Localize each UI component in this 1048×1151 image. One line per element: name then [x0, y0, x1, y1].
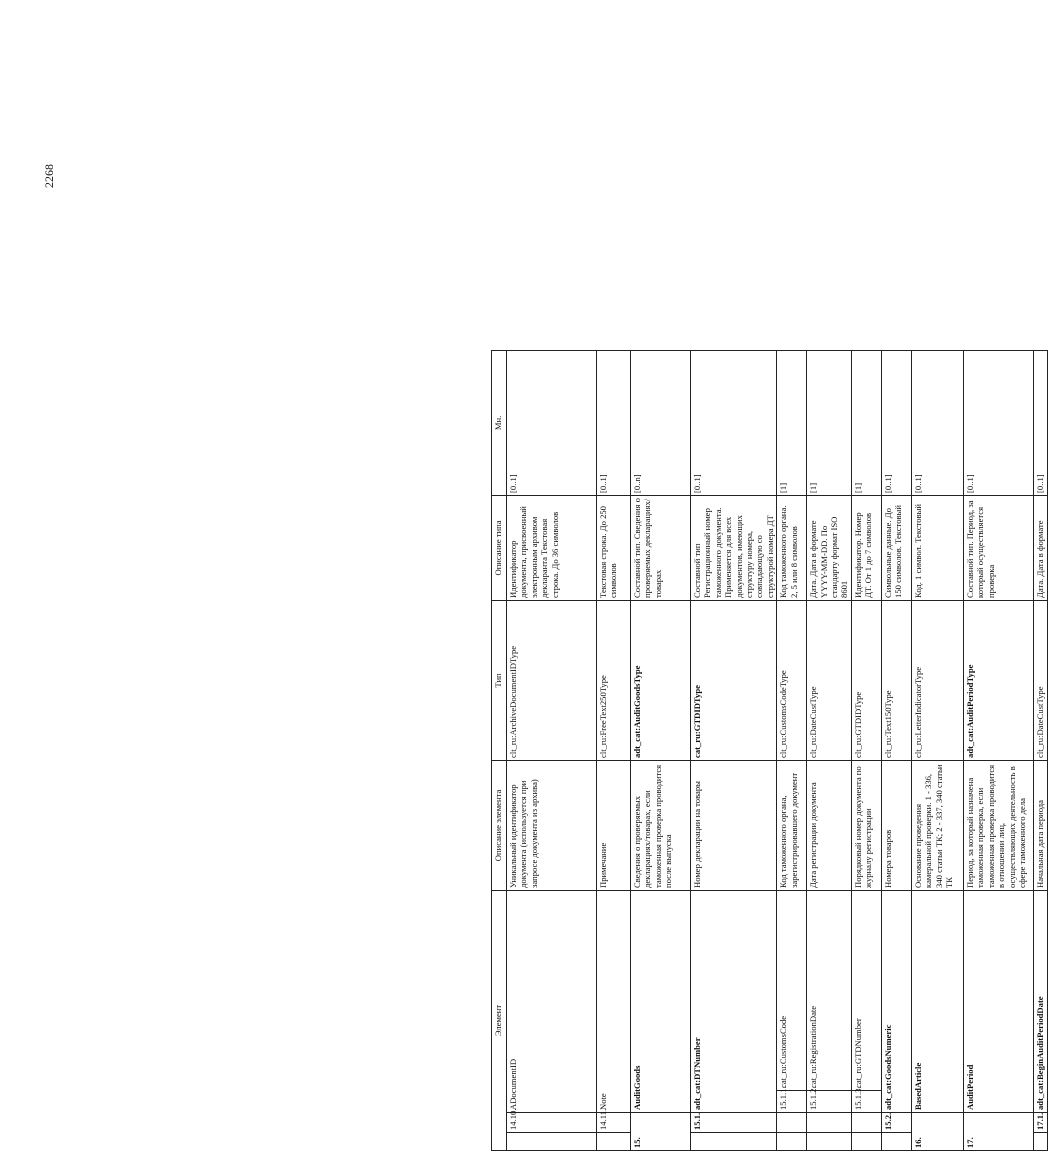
element-description: Период, за который назначена таможенная проверка, если таможенная проверка проводится в отношении лиц, осуществляющих деятельность в сфере таможенного дела [963, 760, 1033, 890]
element-description: Порядковый номер документа по журналу регистрации [851, 760, 881, 890]
multiplicity: [0..1] [691, 350, 777, 495]
row-number: 17. [963, 1113, 1033, 1151]
table-header [492, 350, 507, 1150]
multiplicity: [1] [851, 350, 881, 495]
element-name: Note [597, 890, 631, 1112]
table-row [1033, 350, 1047, 1150]
type-description: Текстовая строка. До 250 символов [597, 495, 631, 600]
table-row [851, 350, 881, 1150]
element-name: AuditPeriod [963, 890, 1033, 1112]
type-description: Дата. Дата в формате [1033, 495, 1047, 600]
row-number: 15.1.1. [777, 1091, 807, 1113]
row-number: 14.10. [507, 1113, 597, 1133]
indent-cell [597, 1133, 631, 1151]
page-number: 2268 [42, 164, 56, 188]
table-row [777, 350, 807, 1150]
header-element: Элемент [492, 890, 507, 1150]
type-description: Символьные данные. До 150 символов. Текстовый [881, 495, 911, 600]
table-row [631, 350, 691, 1150]
multiplicity: [0..1] [507, 350, 597, 495]
type-description: Код таможенного органа. 2, 5 или 8 символов [777, 495, 807, 600]
indent-cell [507, 1133, 597, 1151]
row-number: 15.1.3. [851, 1091, 881, 1113]
element-type: clt_ru:DateCustType [807, 600, 852, 760]
element-name: cat_ru:GTDNumber [851, 890, 881, 1090]
element-description: Уникальный идентификатор документа (используется при запросе документа из архива) [507, 760, 597, 890]
multiplicity: [0..1] [597, 350, 631, 495]
row-number: 15.2. [881, 1113, 911, 1133]
element-type: clt_ru:ArchiveDocumentIDType [507, 600, 597, 760]
element-description: Дата регистрации документа [807, 760, 852, 890]
element-description: Сведения о проверяемых декларациях/товарах, если таможенная проверка проводится после выпуска [631, 760, 691, 890]
table-row [807, 350, 852, 1150]
header-type-description: Описание типа [492, 495, 507, 600]
element-name: AuditGoods [631, 890, 691, 1112]
element-name: BasedArticle [911, 890, 963, 1112]
type-description: Составной тип. Сведения о проверяемых декларациях/товарах [631, 495, 691, 600]
table-row [691, 350, 777, 1150]
header-element-description: Описание элемента [492, 760, 507, 890]
indent-cell [807, 1113, 852, 1133]
rotated-page [491, 351, 1045, 1151]
element-description: Код таможенного органа, зарегистрировавшего документ [777, 760, 807, 890]
indent-cell [881, 1133, 911, 1151]
indent-cell [851, 1133, 881, 1151]
row-number: 15. [631, 1113, 691, 1151]
row-number: 15.1. [691, 1113, 777, 1133]
element-name: cat_ru:RegistrationDate [807, 890, 852, 1090]
multiplicity: [0..n] [631, 350, 691, 495]
element-type: clt_ru:LetterIndicatorType [911, 600, 963, 760]
element-description: Основание проведения камеральной проверки. 1 - 336, 340 статьи ТК; 2 - 337, 340 статьи ТК [911, 760, 963, 890]
element-type: clt_ru:Text150Type [881, 600, 911, 760]
indent-cell [807, 1133, 852, 1151]
table-row [597, 350, 631, 1150]
row-number: 15.1.2. [807, 1091, 852, 1113]
type-description: Идентификатор документа, присвоенный электронным архивом декларанта Текстовая строка. До 36 символов [507, 495, 597, 600]
row-number: 14.11. [597, 1113, 631, 1133]
indent-cell [777, 1133, 807, 1151]
element-description: Номера товаров [881, 760, 911, 890]
table-row [881, 350, 911, 1150]
type-description: Составной тип. Период, за который осуществляется проверка [963, 495, 1033, 600]
multiplicity: [0..1] [1033, 350, 1047, 495]
schema-table [491, 350, 1048, 1151]
element-description: Примечание [597, 760, 631, 890]
element-description: Начальная дата периода [1033, 760, 1047, 890]
element-type: clt_ru:CustomsCodeType [777, 600, 807, 760]
element-type: clt_ru:FreeText250Type [597, 600, 631, 760]
row-number: 16. [911, 1113, 963, 1151]
element-type: cat_ru:GTDIDType [691, 600, 777, 760]
element-type: clt_ru:GTDIDType [851, 600, 881, 760]
header-type: Тип [492, 600, 507, 760]
multiplicity: [1] [777, 350, 807, 495]
table-row [963, 350, 1033, 1150]
header-multiplicity: Мн. [492, 350, 507, 495]
element-name: cat_ru:CustomsCode [777, 890, 807, 1090]
type-description: Код. 1 символ. Текстовый [911, 495, 963, 600]
element-name: adt_cat:GoodsNumeric [881, 890, 911, 1112]
indent-cell [777, 1113, 807, 1133]
table-body [507, 350, 1048, 1150]
element-name: adt_cat:DTNumber [691, 890, 777, 1112]
element-type: adt_cat:AuditGoodsType [631, 600, 691, 760]
indent-cell [851, 1113, 881, 1133]
type-description: Дата. Дата в формате YYYY-MM-DD. По стандарту формат ISO 8601 [807, 495, 852, 600]
row-number: 17.1. [1033, 1113, 1047, 1133]
type-description: Составной тип Регистрационный номер таможенного документа. Применяется для всех документов, имеющих структуру номера, совпадающую со структурой номера ДТ [691, 495, 777, 600]
element-type: clt_ru:DateCustType [1033, 600, 1047, 760]
indent-cell [1033, 1133, 1047, 1151]
element-name: ADocumentID [507, 890, 597, 1112]
element-description: Номер декларации на товары [691, 760, 777, 890]
multiplicity: [0..1] [963, 350, 1033, 495]
element-type: adt_cat:AuditPeriodType [963, 600, 1033, 760]
type-description: Идентификатор. Номер ДТ. От 1 до 7 символов [851, 495, 881, 600]
element-name: adt_cat:BeginAuditPeriodDate [1033, 890, 1047, 1112]
multiplicity: [0..1] [911, 350, 963, 495]
multiplicity: [0..1] [881, 350, 911, 495]
multiplicity: [1] [807, 350, 852, 495]
table-row [911, 350, 963, 1150]
indent-cell [691, 1133, 777, 1151]
table-row [507, 350, 597, 1150]
